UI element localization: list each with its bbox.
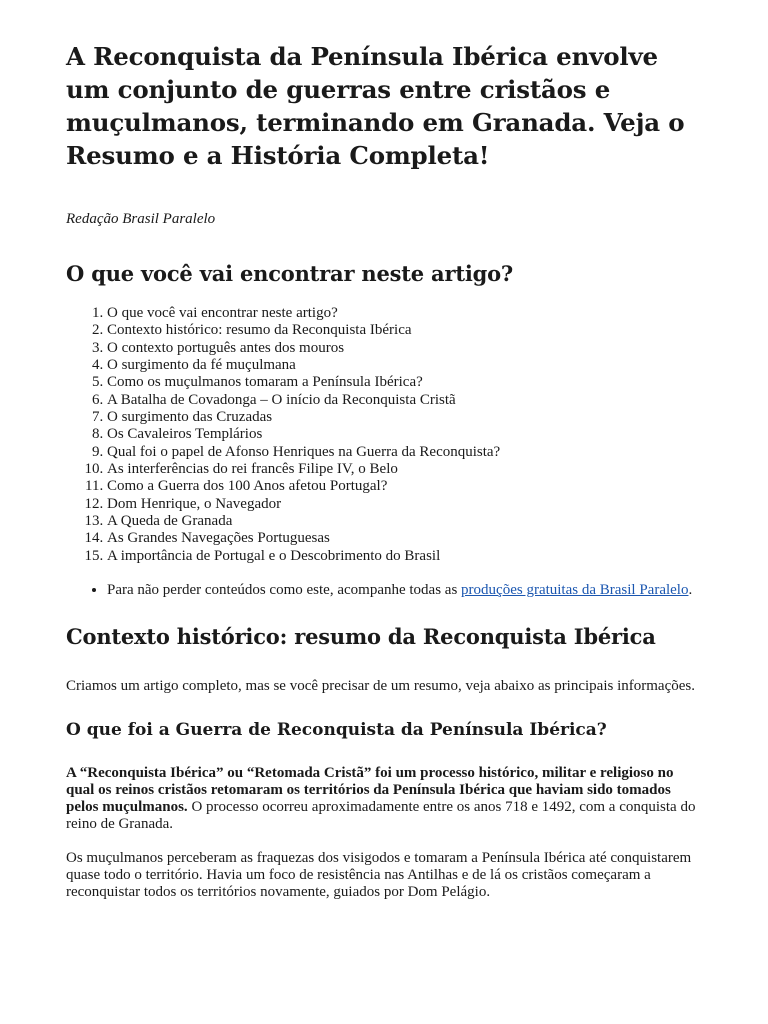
toc-item[interactable]: 9. Qual foi o papel de Afonso Henriques na Guerra da Reconquista?	[107, 444, 702, 461]
toc-item[interactable]: 1. O que você vai encontrar neste artigo?	[107, 305, 702, 322]
toc-item[interactable]: 3. O contexto português antes dos mouros	[107, 340, 702, 357]
toc-item[interactable]: 12. Dom Henrique, o Navegador	[107, 496, 702, 513]
toc-item[interactable]: 8. Os Cavaleiros Templários	[107, 426, 702, 443]
toc-item[interactable]: 7. O surgimento das Cruzadas	[107, 409, 702, 426]
history-paragraph: Os muçulmanos perceberam as fraquezas dos visigodos e tomaram a Península Ibérica até conquistarem quase todo o território. Havia um foco de resistência nas Antilhas e de lá os cristãos começaram a reconquistar todos os territórios novamente, guiados por Dom Pelágio.	[66, 850, 692, 901]
toc-item[interactable]: 2. Contexto histórico: resumo da Reconquista Ibérica	[107, 322, 702, 339]
toc-item[interactable]: 13. A Queda de Granada	[107, 513, 702, 530]
definition-rest: O processo ocorreu aproximadamente entre os anos 718 e 1492, com a conquista do reino de Granada.	[66, 799, 696, 833]
definition-paragraph	[66, 765, 702, 833]
toc-item[interactable]: 5. Como os muçulmanos tomaram a Península Ibérica?	[107, 374, 702, 391]
toc-item[interactable]: 6. A Batalha de Covadonga – O início da Reconquista Cristã	[107, 392, 702, 409]
article-byline: Redação Brasil Paralelo	[66, 211, 216, 227]
toc-item[interactable]: 15. A importância de Portugal e o Descobrimento do Brasil	[107, 548, 702, 565]
free-productions-link[interactable]: produções gratuitas da Brasil Paralelo	[461, 582, 689, 599]
toc-item[interactable]: 4. O surgimento da fé muçulmana	[107, 357, 702, 374]
context-subheading: O que foi a Guerra de Reconquista da Península Ibérica?	[66, 720, 607, 741]
promo-item	[107, 582, 702, 599]
definition-bold: A “Reconquista Ibérica” ou “Retomada Cristã” foi um processo histórico, militar e religioso no qual os reinos cristãos retomaram os territórios da Península Ibérica que haviam sido tomados pelos muçulmanos.	[66, 765, 674, 816]
promo-list	[66, 582, 702, 599]
context-heading: Contexto histórico: resumo da Reconquista Ibérica	[66, 624, 656, 650]
table-of-contents	[66, 305, 702, 565]
promo-text: Para não perder conteúdos como este, acompanhe todas as	[107, 582, 462, 599]
toc-heading: O que você vai encontrar neste artigo?	[66, 261, 513, 286]
toc-item[interactable]: 11. Como a Guerra dos 100 Anos afetou Portugal?	[107, 478, 702, 495]
toc-item[interactable]: 10. As interferências do rei francês Filipe IV, o Belo	[107, 461, 702, 478]
article-title: A Reconquista da Península Ibérica envolve um conjunto de guerras entre cristãos e muçulmanos, terminando em Granada. Veja o Resumo e a História Completa!	[66, 42, 685, 170]
toc-item[interactable]: 14. As Grandes Navegações Portuguesas	[107, 530, 702, 547]
context-intro: Criamos um artigo completo, mas se você precisar de um resumo, veja abaixo as principais informações.	[66, 678, 695, 695]
promo-suffix: .	[688, 582, 693, 599]
